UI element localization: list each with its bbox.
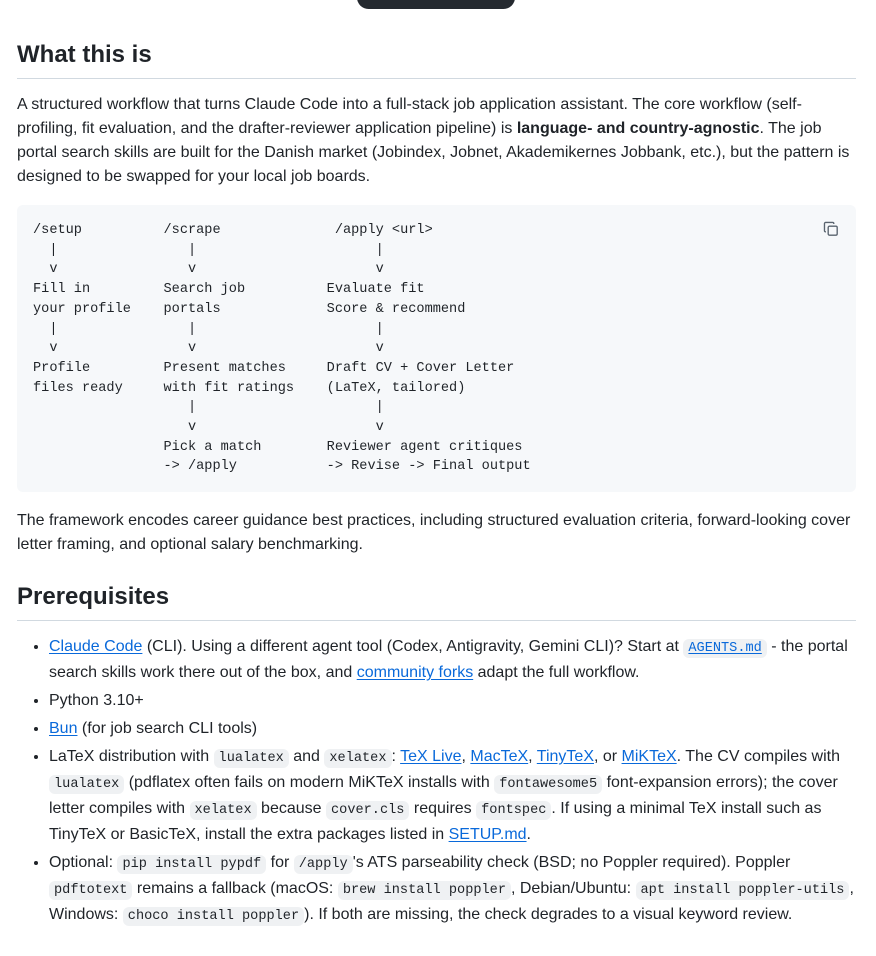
intro-text-b: . The job portal search skills are built for the Danish market (Jobindex, Jobnet, Akademikernes Jobbank, etc.), but the pattern is designed to be swapped for your local job boards. xyxy=(17,120,850,185)
item-text: (for job search CLI tools) xyxy=(77,720,258,737)
heading-what-this-is: What this is xyxy=(17,40,856,79)
inline-code: pdftotext xyxy=(49,881,132,900)
item-text: remains a fallback (macOS: xyxy=(132,880,338,897)
list-item xyxy=(49,635,856,685)
item-text: adapt the full workflow. xyxy=(473,664,640,681)
inline-code: cover.cls xyxy=(326,801,409,820)
inline-code: brew install poppler xyxy=(338,881,511,900)
inline-code: lualatex xyxy=(214,749,289,768)
item-text: , Debian/Ubuntu: xyxy=(510,880,636,897)
intro-paragraph xyxy=(17,93,856,189)
agents-md-code: AGENTS.md xyxy=(683,639,766,658)
setup-md-link[interactable]: SETUP.md xyxy=(448,826,527,843)
item-text: and xyxy=(288,748,325,765)
item-text: , xyxy=(528,748,537,765)
claude-code-link[interactable]: Claude Code xyxy=(49,638,143,655)
inline-code: fontspec xyxy=(476,801,551,820)
inline-code: apt install poppler-utils xyxy=(636,881,850,900)
item-text: for xyxy=(266,854,294,871)
item-text: (pdflatex often fails on modern MiKTeX installs with xyxy=(124,774,495,791)
inline-code: /apply xyxy=(294,855,353,874)
intro-bold: language- and country-agnostic xyxy=(516,120,760,137)
item-text: . If using a minimal TeX install such as TinyTeX or BasicTeX, install the extra packages listed in xyxy=(49,800,822,843)
inline-code: fontawesome5 xyxy=(494,775,602,794)
item-text: Optional: xyxy=(49,854,118,871)
item-text: (CLI). Using a different agent tool (Codex, Antigravity, Gemini CLI)? Start at xyxy=(142,638,684,655)
copy-icon[interactable] xyxy=(822,220,840,238)
item-text: . The CV compiles with xyxy=(676,748,840,765)
workflow-code-block xyxy=(17,205,856,492)
item-text: because xyxy=(256,800,326,817)
item-text: , or xyxy=(593,748,622,765)
agents-md-link[interactable] xyxy=(683,638,766,655)
bun-link[interactable]: Bun xyxy=(49,720,78,737)
community-forks-link[interactable]: community forks xyxy=(356,664,474,681)
inline-code: choco install poppler xyxy=(123,907,304,926)
item-text: . xyxy=(526,826,531,843)
inline-code: xelatex xyxy=(324,749,391,768)
inline-code: lualatex xyxy=(49,775,124,794)
heading-prerequisites: Prerequisites xyxy=(17,582,856,621)
tinytex-link[interactable]: TinyTeX xyxy=(536,748,594,765)
item-text: requires xyxy=(409,800,477,817)
item-text: 's ATS parseability check (BSD; no Poppler required). Poppler xyxy=(352,854,791,871)
framework-paragraph: The framework encodes career guidance best practices, including structured evaluation criteria, forward-looking cover letter framing, and optional salary benchmarking. xyxy=(17,512,851,553)
mactex-link[interactable]: MacTeX xyxy=(470,748,529,765)
intro-text-a: A structured workflow that turns Claude Code into a full-stack job application assistant. The core workflow (self-profiling, fit evaluation, and the drafter-reviewer application pipeline) is xyxy=(17,96,802,137)
prerequisites-list xyxy=(17,635,856,933)
item-text: - the portal search skills work there out of the box, and xyxy=(49,638,848,681)
item-text: , Windows: xyxy=(49,880,854,923)
inline-code: xelatex xyxy=(190,801,257,820)
item-text: LaTeX distribution with xyxy=(49,748,214,765)
tex-live-link[interactable]: TeX Live xyxy=(400,748,462,765)
list-item xyxy=(49,851,856,929)
list-item xyxy=(49,745,856,847)
workflow-diagram-text: /setup /scrape /apply <url> | | | v v v Fill in Search job Evaluate fit your profile portals Score & recommend | | | v v v Profile Present matches Draft CV + Cover Letter files ready with fit ratings (LaTeX, tailored) | | v v Pick a match Reviewer agent critiques -> /apply -> Revise -> Final output xyxy=(33,223,531,475)
item-text: , xyxy=(461,748,471,765)
top-pill-button[interactable] xyxy=(357,0,515,9)
list-item xyxy=(49,717,856,741)
item-text: font-expansion errors); the cover letter compiles with xyxy=(49,774,838,817)
item-text: : xyxy=(391,748,401,765)
list-item: • Python 3.10+ xyxy=(49,689,856,713)
item-text: ). If both are missing, the check degrades to a visual keyword review. xyxy=(304,906,793,923)
miktex-link[interactable]: MiKTeX xyxy=(621,748,677,765)
inline-code: pip install pypdf xyxy=(117,855,266,874)
